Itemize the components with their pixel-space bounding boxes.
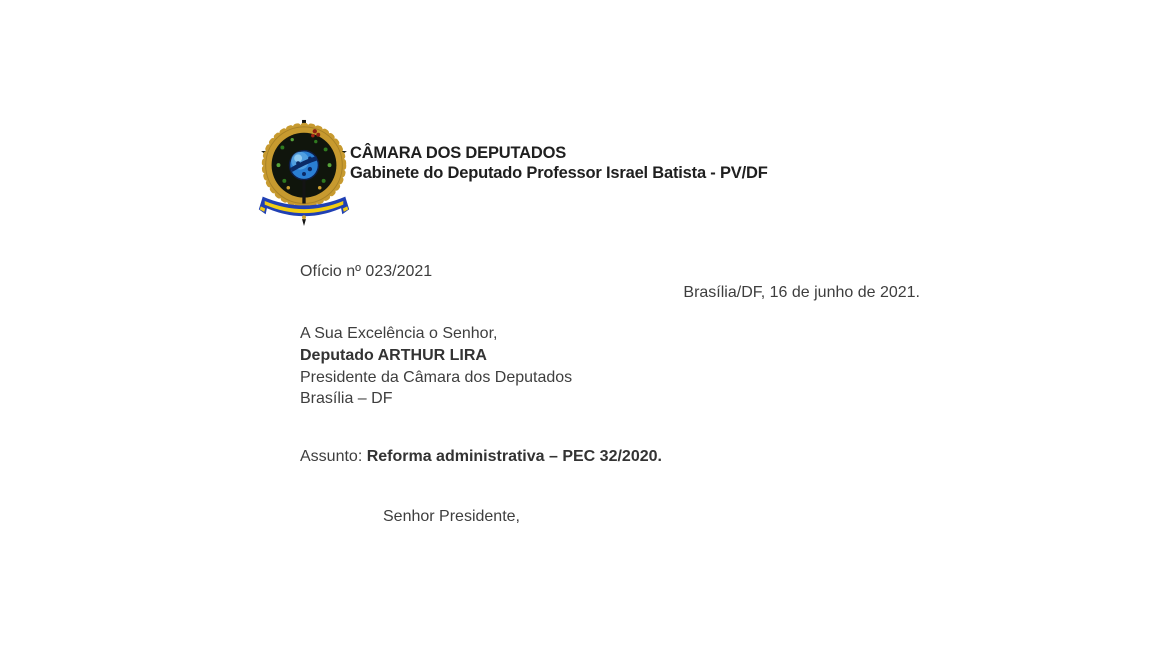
subject-label: Assunto:	[300, 448, 367, 465]
subject-value: Reforma administrativa – PEC 32/2020.	[366, 448, 662, 465]
place-date-line: Brasília/DF, 16 de junho de 2021.	[683, 284, 920, 301]
brazil-coat-of-arms-icon	[258, 118, 350, 228]
org-name: CÂMARA DOS DEPUTADOS	[350, 144, 567, 162]
greeting: Senhor Presidente,	[383, 508, 520, 525]
office-line-prefix: Gabinete do Deputado	[350, 164, 527, 182]
recipient-name: Deputado ARTHUR LIRA	[300, 347, 487, 364]
recipient-salutation: A Sua Excelência o Senhor,	[300, 325, 498, 342]
recipient-city: Brasília – DF	[300, 390, 393, 407]
office-line	[350, 164, 768, 183]
recipient-title: Presidente da Câmara dos Deputados	[300, 369, 573, 386]
office-line-deputy-name: Professor Israel Batista - PV/DF	[526, 164, 768, 182]
reference-number: Ofício nº 023/2021	[300, 263, 433, 280]
subject-line	[300, 447, 662, 467]
